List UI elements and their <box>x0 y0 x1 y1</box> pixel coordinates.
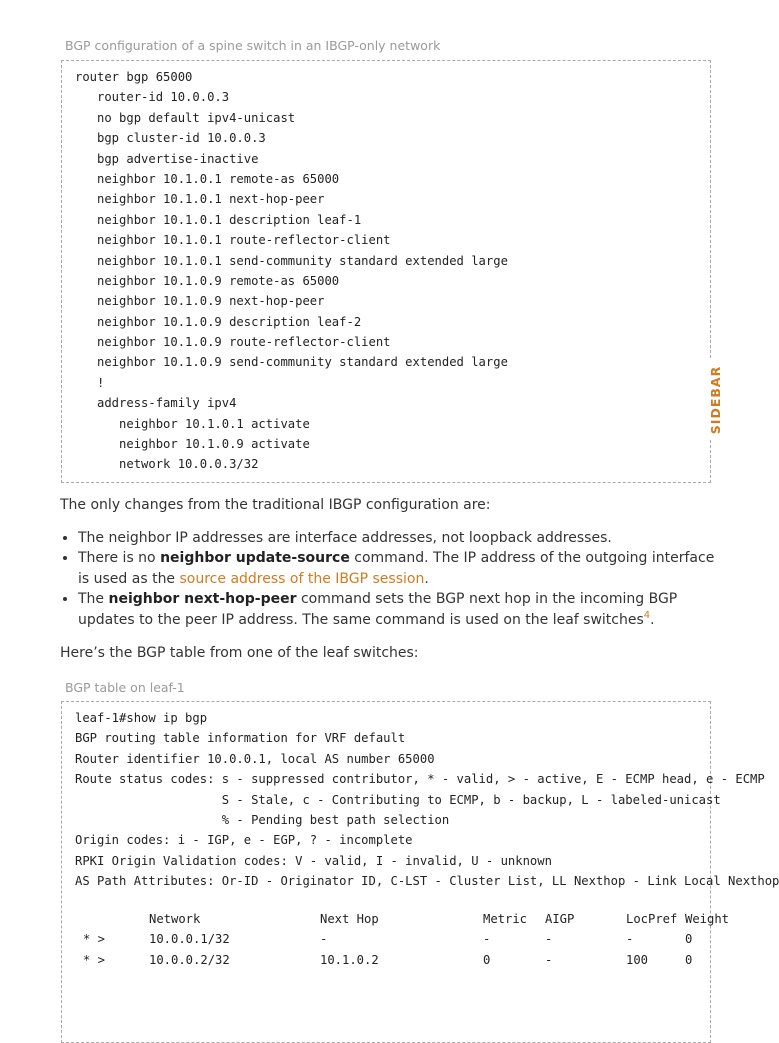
table-cell: - <box>626 932 634 947</box>
table-cell: 100 <box>626 952 649 967</box>
code-line: neighbor 10.1.0.1 route-reflector-client <box>75 233 391 248</box>
table-header-cell: Next Hop <box>320 912 379 926</box>
table-cell: 10.0.0.2/32 <box>149 952 230 967</box>
code-line: neighbor 10.1.0.9 activate <box>75 437 310 452</box>
code-line: ! <box>75 375 105 390</box>
intro-paragraph: The only changes from the traditional IBGP configuration are: <box>60 497 491 513</box>
list-item: • There is no neighbor update-source command. The IP address of the outgoing interface is used as the source address of the IBGP session. <box>78 548 728 589</box>
code-line: router-id 10.0.0.3 <box>75 90 230 105</box>
code-line: neighbor 10.1.0.9 route-reflector-client <box>75 335 391 350</box>
code-line: router bgp 65000 <box>75 70 193 84</box>
table-cell: - <box>320 932 328 947</box>
change-list <box>60 528 728 630</box>
code-line: leaf-1#show ip bgp <box>75 711 208 725</box>
code-line: bgp cluster-id 10.0.0.3 <box>75 131 266 146</box>
code-line: neighbor 10.1.0.1 activate <box>75 416 310 431</box>
table-cell: - <box>545 952 553 967</box>
code-line: BGP routing table information for VRF default <box>75 731 406 746</box>
list-item: • The neighbor next-hop-peer command sets the BGP next hop in the incoming BGP updates to the peer IP address. The same command is used on the leaf switches$^4$. <box>78 589 728 630</box>
code-line: neighbor 10.1.0.1 send-community standard extended large <box>75 253 508 268</box>
code-line: AS Path Attributes: Or-ID - Originator ID, C-LST - Cluster List, LL Nexthop - Link Local Nexthop <box>75 874 779 889</box>
code-line: Route status codes: s - suppressed contributor, * - valid, > - active, E - ECMP head, e - ECMP <box>75 772 765 787</box>
list-item: • The neighbor IP addresses are interface addresses, not loopback addresses. <box>78 528 728 548</box>
code-line: Origin codes: i - IGP, e - EGP, ? - incomplete <box>75 833 413 848</box>
table-cell: - <box>483 932 491 947</box>
code-listing <box>61 701 779 1043</box>
code-line: neighbor 10.1.0.1 description leaf-1 <box>75 212 362 227</box>
command-name: neighbor update-source <box>160 550 350 567</box>
code-line: neighbor 10.1.0.1 remote-as 65000 <box>75 171 340 186</box>
listing-caption: BGP configuration of a spine switch in an IBGP-only network <box>65 38 441 53</box>
table-cell: 10.0.0.1/32 <box>149 932 230 947</box>
listing-caption: BGP table on leaf-1 <box>65 680 185 695</box>
leaf-intro-paragraph: Here’s the BGP table from one of the leaf switches: <box>60 645 419 661</box>
command-name: neighbor next-hop-peer <box>108 591 297 608</box>
code-line: neighbor 10.1.0.9 next-hop-peer <box>75 294 325 309</box>
table-header-cell: Network <box>149 912 201 926</box>
code-line: neighbor 10.1.0.9 send-community standard extended large <box>75 355 508 370</box>
code-line: % - Pending best path selection <box>75 812 450 827</box>
code-lines <box>75 708 779 892</box>
table-header-cell: LocPref <box>626 912 678 926</box>
sidebar-tab[interactable] <box>703 360 729 440</box>
table-cell: 0 <box>483 952 491 967</box>
code-line: network 10.0.0.3/32 <box>75 457 259 472</box>
code-listing <box>61 60 711 483</box>
code-lines <box>75 67 508 475</box>
table-header-cell: AIGP <box>545 912 575 926</box>
table-cell: - <box>545 932 553 947</box>
code-line: address-family ipv4 <box>75 396 237 411</box>
table-cell: 0 <box>685 952 693 967</box>
sidebar-label[interactable]: SIDEBAR <box>703 360 729 440</box>
code-line: neighbor 10.1.0.9 description leaf-2 <box>75 314 362 329</box>
table-cell: * > <box>83 932 106 947</box>
table-header-cell: Metric <box>483 912 528 926</box>
table-header-cell: Weight <box>685 912 730 926</box>
code-line: bgp advertise-inactive <box>75 151 259 166</box>
table-cell: 10.1.0.2 <box>320 952 379 967</box>
code-line: no bgp default ipv4-unicast <box>75 110 296 125</box>
source-address-link[interactable]: source address of the IBGP session <box>179 570 425 587</box>
code-line: neighbor 10.1.0.1 next-hop-peer <box>75 192 325 207</box>
code-line: Router identifier 10.0.0.1, local AS number 65000 <box>75 751 435 766</box>
table-cell: * > <box>83 952 106 967</box>
table-cell: 0 <box>685 932 693 947</box>
code-line: S - Stale, c - Contributing to ECMP, b - backup, L - labeled-unicast <box>75 792 721 807</box>
footnote-ref[interactable]: 4 <box>643 609 651 621</box>
code-line: RPKI Origin Validation codes: V - valid, I - invalid, U - unknown <box>75 853 552 868</box>
code-line: neighbor 10.1.0.9 remote-as 65000 <box>75 273 340 288</box>
